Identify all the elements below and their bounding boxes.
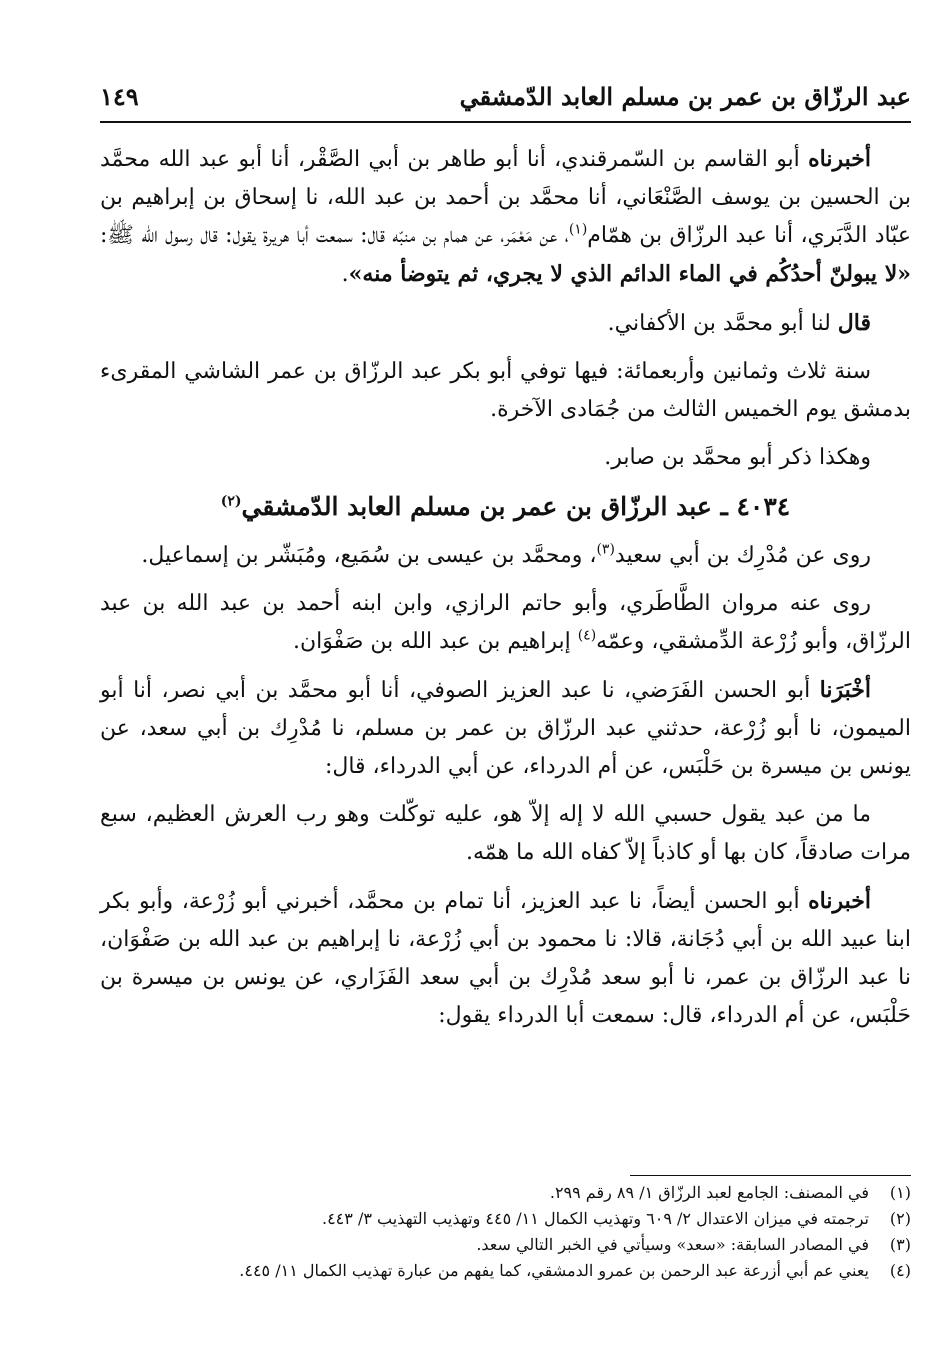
footnote-mark: (٤)	[889, 1261, 911, 1280]
footnote-text: في المصادر السابقة: «سعد» وسيأتي في الخبر التالي سعد.	[476, 1235, 869, 1254]
entry-dash: ـ	[711, 492, 737, 521]
paragraph-text: سنة ثلاث وثمانين وأربعمائة: فيها توفي أبو بكر عبد الرزّاق بن عمر الشاشي المقرىء بدمشق يوم الخميس الثالث من جُمَادى الآخرة.	[100, 359, 911, 422]
paragraph-6	[100, 585, 911, 661]
entry-heading	[100, 487, 911, 527]
narration-lead: قال	[837, 310, 871, 336]
footnotes	[100, 1180, 911, 1284]
main-text	[100, 140, 911, 1045]
paragraph-text: لنا أبو محمَّد بن الأكفاني.	[607, 311, 838, 336]
paragraph-text: روى عنه مروان الطَّاطَري، وأبو حاتم الرازي، وابن ابنه أحمد بن عبد الله بن عبد الرزّاق، وأبو زُرْعة الدِّمشقي، وعمّه	[100, 591, 911, 654]
paragraph-text: ، عن مَعْمَر، عن همام بن منبّه قال: سمعت أبا هريرة يقول: قال رسول الله ﷺ:	[100, 223, 569, 248]
hadith-text: ما من عبد يقول حسبي الله لا إله إلاّ هو، عليه توكّلت وهو رب العرش العظيم، سبع مرات صادقاً، كان بها أو كاذباً إلاّ كفاه الله ما همّه.	[100, 802, 911, 865]
paragraph-end: .	[341, 262, 349, 287]
footnote-mark: (٢)	[889, 1209, 911, 1228]
footnote-ref-2[interactable]: (٢)	[220, 493, 242, 510]
footnote-rule	[630, 1175, 911, 1176]
paragraph-text: أبو القاسم بن السّمرقندي، أنا أبو طاهر بن أبي الصَّقْر، أنا أبو عبد الله محمَّد بن الحسين بن يوسف الصَّنْعَاني، أنا محمَّد بن أحمد بن عبد الله، نا إسحاق بن إبراهيم بن عبّاد الدَّبَري، أنا عبد الرزّاق بن همّام	[100, 147, 911, 248]
footnote-mark: (٣)	[889, 1235, 911, 1254]
page-number: ١٤٩	[100, 82, 139, 111]
paragraph-text: وهكذا ذكر أبو محمَّد بن صابر.	[604, 445, 871, 470]
narration-lead: أخبرناه	[808, 888, 871, 914]
paragraph-7	[100, 671, 911, 786]
paragraph-text: روى عن مُدْرِك بن أبي سعيد	[614, 543, 871, 568]
paragraph-5	[100, 537, 911, 575]
narration-lead: أخبرناه	[808, 146, 871, 172]
footnote-ref-1[interactable]: (١)	[568, 221, 588, 238]
paragraph-2	[100, 304, 911, 343]
paragraph-8	[100, 796, 911, 872]
paragraph-text: ، ومحمَّد بن عيسى بن سُمَيع، ومُبَشّر بن إسماعيل.	[141, 543, 597, 568]
footnote-mark: (١)	[889, 1183, 911, 1202]
header-rule	[100, 121, 911, 123]
paragraph-text: أبو الحسن أيضاً، نا عبد العزيز، أنا تمام بن محمَّد، أخبرني أبو زُرْعة، وأبو بكر ابنا عبيد الله بن أبي دُجَانة، قالا: نا محمود بن أبي زُرْعة، نا إبراهيم بن عبد الله بن صَفْوَان، نا عبد الرزّاق بن عمر، نا أبو سعد مُدْرِك بن أبي سعد الفَزَاري، عن يونس بن ميسرة بن حَلْبَس، عن أم الدرداء، قال: سمعت أبا الدرداء يقول:	[100, 889, 911, 1028]
footnote-1	[100, 1180, 911, 1206]
entry-title: عبد الرزّاق بن عمر بن مسلم العابد الدّمشقي	[241, 492, 712, 521]
entry-number: ٤٠٣٤	[736, 492, 791, 521]
footnote-ref-3[interactable]: (٣)	[596, 541, 615, 558]
footnote-3	[100, 1232, 911, 1258]
paragraph-1	[100, 140, 911, 294]
narration-lead: أخْبَرَنا	[819, 677, 871, 703]
footnote-text: في المصنف: الجامع لعبد الرزّاق ١/ ٨٩ رقم ٢٩٩.	[549, 1183, 869, 1202]
footnote-4	[100, 1258, 911, 1284]
paragraph-3	[100, 353, 911, 429]
hadith-text: «لا يبولنّ أحدُكُم في الماء الدائم الذي لا يجري، ثم يتوضأ منه»	[348, 261, 911, 287]
footnote-text: يعني عم أبي أزرعة عبد الرحمن بن عمرو الدمشقي، كما يفهم من عبارة تهذيب الكمال ١١/ ٤٤٥.	[239, 1261, 869, 1280]
footnote-text: ترجمته في ميزان الاعتدال ٢/ ٦٠٩ وتهذيب الكمال ١١/ ٤٤٥ وتهذيب التهذيب ٣/ ٤٤٣.	[321, 1209, 869, 1228]
running-head	[100, 82, 911, 122]
paragraph-text: إبراهيم بن عبد الله بن صَفْوَان.	[292, 629, 578, 654]
running-title: عبد الرزّاق بن عمر بن مسلم العابد الدّمشقي	[459, 82, 911, 111]
paragraph-9	[100, 882, 911, 1035]
paragraph-text: أبو الحسن الفَرَضي، نا عبد العزيز الصوفي، أنا أبو محمَّد بن أبي نصر، أنا أبو الميمون، نا أبو زُرْعة، حدثني عبد الرزّاق بن عمر بن مسلم، نا مُدْرِك بن أبي سعد، عن يونس بن ميسرة بن حَلْبَس، عن أم الدرداء، عن أبي الدرداء، قال:	[100, 678, 911, 779]
footnote-ref-4[interactable]: (٤)	[577, 627, 597, 644]
footnote-2	[100, 1206, 911, 1232]
paragraph-4	[100, 439, 911, 477]
